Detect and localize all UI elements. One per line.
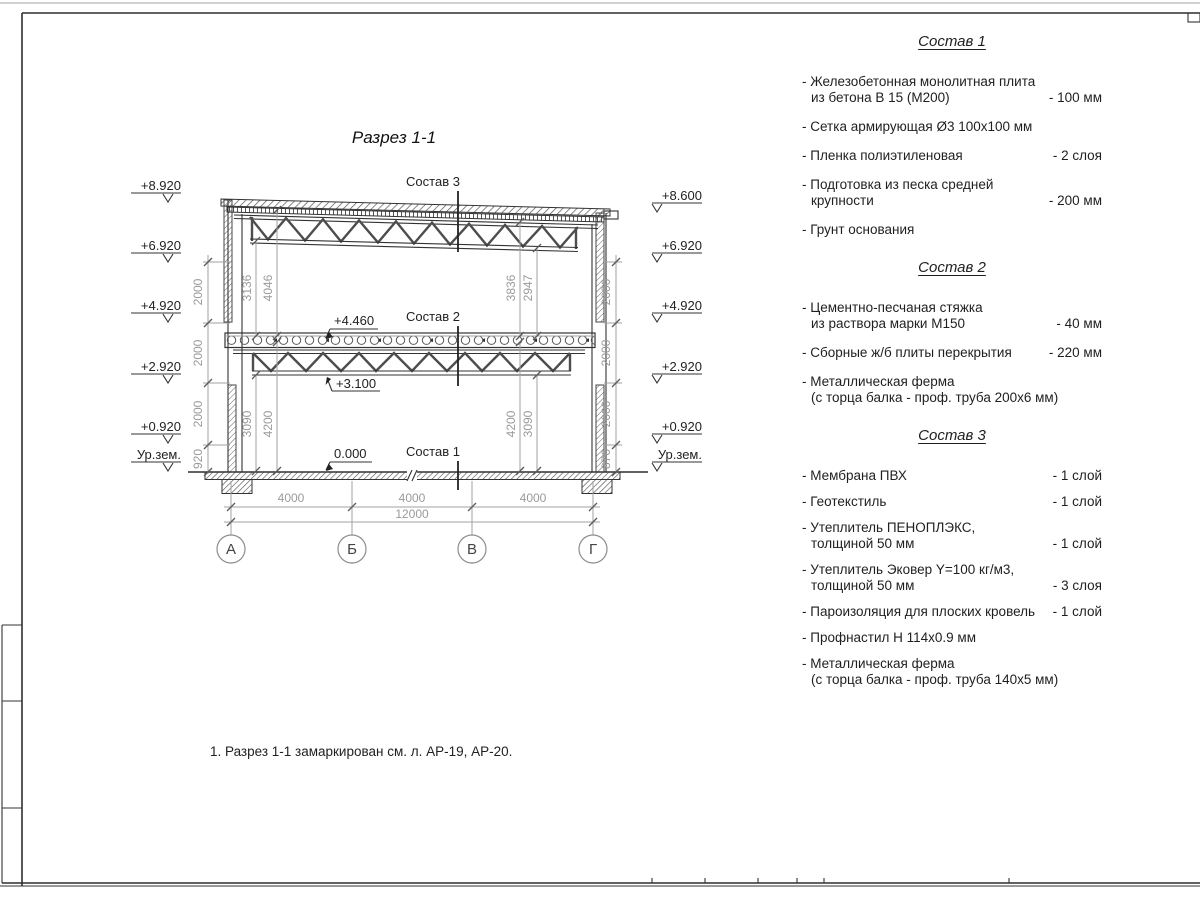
level-label: 0.000 <box>334 446 367 461</box>
elevation-label: +6.920 <box>140 238 181 253</box>
item-label: крупности <box>811 193 874 208</box>
floor-truss <box>233 350 585 375</box>
list-item <box>802 300 1102 332</box>
item-value: - 3 слоя <box>1052 578 1102 593</box>
dim-label: 2000 <box>191 339 205 367</box>
item-value: - 2 слоя <box>1052 148 1102 163</box>
dim-label: 4000 <box>277 491 305 505</box>
item-label: из раствора марки М150 <box>811 316 965 331</box>
drawing-title: Разрез 1-1 <box>351 128 437 147</box>
dim-label: 2000 <box>599 400 613 428</box>
dim-label: 4046 <box>261 274 275 302</box>
composition-header: Состав 1 <box>918 33 986 50</box>
elevation-marks-right <box>652 188 702 471</box>
item-label: - Металлическая ферма <box>802 374 955 389</box>
list-item <box>802 630 1102 646</box>
axis-label: Б <box>347 541 357 558</box>
composition-list-2 <box>802 260 1102 419</box>
dim-label: 870 <box>599 448 613 470</box>
dim-label: 3090 <box>240 410 254 438</box>
margin-boxes <box>2 625 22 883</box>
elevation-label: Ур.зем. <box>657 447 702 462</box>
item-value: - 1 слой <box>1052 536 1102 551</box>
dim-label: 2000 <box>191 400 205 428</box>
drawing-note: 1. Разрез 1-1 замаркирован см. л. АР-19, АР-20. <box>210 744 513 759</box>
dim-label: 3136 <box>240 274 254 302</box>
list-item <box>802 656 1102 688</box>
axis-bubble-v <box>458 535 486 563</box>
list-item <box>802 468 1102 484</box>
composition-header: Состав 3 <box>918 427 986 444</box>
item-label: - Грунт основания <box>802 222 915 237</box>
dim-label: 2000 <box>191 278 205 306</box>
item-label: - Металлическая ферма <box>802 656 955 671</box>
item-label: - Утеплитель ПЕНОПЛЭКС, <box>802 520 976 535</box>
item-label: - Утеплитель Эковер Y=100 кг/м3, <box>802 562 1015 577</box>
roof-truss <box>250 217 578 252</box>
list-item <box>802 74 1102 106</box>
item-label: - Профнастил Н 114х0.9 мм <box>802 630 976 645</box>
level-label: +3.100 <box>336 376 377 391</box>
dim-label: 4200 <box>261 410 275 438</box>
level-label: +4.460 <box>334 313 375 328</box>
item-value: - 1 слой <box>1052 468 1102 483</box>
item-value: - 220 мм <box>1048 345 1102 360</box>
item-label: - Мембрана ПВХ <box>802 468 907 483</box>
dim-label: 12000 <box>395 507 429 521</box>
item-label: - Цементно-песчаная стяжка <box>802 300 983 315</box>
elevation-label: +2.920 <box>661 359 702 374</box>
list-item <box>802 148 1102 164</box>
item-value: - 1 слой <box>1052 494 1102 509</box>
hdim-bottom <box>224 481 600 535</box>
axis-bubbles <box>217 535 607 563</box>
composition-list-3 <box>802 428 1102 698</box>
elevation-label: +8.920 <box>140 178 181 193</box>
elevation-label: Ур.зем. <box>136 447 181 462</box>
item-label: - Железобетонная монолитная плита <box>802 74 1036 89</box>
callout-label: Состав 1 <box>406 444 460 459</box>
list-item <box>802 345 1102 361</box>
list-item <box>802 119 1102 135</box>
item-label: - Пленка полиэтиленовая <box>802 148 963 163</box>
item-label: - Подготовка из песка средней <box>802 177 994 192</box>
elevation-label: +4.920 <box>140 298 181 313</box>
composition-list-1 <box>802 34 1102 251</box>
axis-bubble-g <box>579 535 607 563</box>
dim-label: 3090 <box>521 410 535 438</box>
level-zero <box>326 446 372 471</box>
dim-label: 4000 <box>398 491 426 505</box>
elevation-label: +0.920 <box>140 419 181 434</box>
elevation-marks-left <box>131 178 181 471</box>
list-item <box>802 374 1102 406</box>
axis-label: В <box>466 541 478 558</box>
item-label: толщиной 50 мм <box>811 578 915 593</box>
item-label: толщиной 50 мм <box>811 536 915 551</box>
item-value: - 100 мм <box>1048 90 1102 105</box>
axis-label: Г <box>588 541 598 558</box>
item-value: - 200 мм <box>1048 193 1102 208</box>
list-item <box>802 562 1102 594</box>
axis-label: А <box>225 541 237 558</box>
list-item <box>802 177 1102 209</box>
elevation-label: +0.920 <box>661 419 702 434</box>
list-item <box>802 520 1102 552</box>
item-value: - 40 мм <box>1056 316 1102 331</box>
composition-header: Состав 2 <box>918 259 986 276</box>
ground-assembly <box>188 470 648 494</box>
list-item <box>802 604 1102 620</box>
item-label: - Пароизоляция для плоских кровель <box>802 604 1036 619</box>
item-label: - Сборные ж/б плиты перекрытия <box>802 345 1012 360</box>
dim-label: 2000 <box>599 339 613 367</box>
callout-label: Состав 3 <box>406 174 460 189</box>
list-item <box>802 222 1102 238</box>
level-truss-bottom <box>326 376 381 391</box>
elevation-label: +8.600 <box>661 188 702 203</box>
dim-label: 920 <box>191 448 205 470</box>
item-label: - Сетка армирующая Ø3 100х100 мм <box>802 119 1033 134</box>
dim-label: 2947 <box>521 274 535 302</box>
elevation-label: +2.920 <box>140 359 181 374</box>
elevation-label: +4.920 <box>661 298 702 313</box>
callout-label: Состав 2 <box>406 309 460 324</box>
list-item <box>802 494 1102 510</box>
item-label: (с торца балка - проф. труба 200х6 мм) <box>811 390 1059 405</box>
dim-label: 2000 <box>599 278 613 306</box>
item-label: (с торца балка - проф. труба 140х5 мм) <box>811 672 1059 687</box>
item-label: из бетона В 15 (М200) <box>811 90 950 105</box>
axis-bubble-a <box>217 535 245 563</box>
axis-bubble-b <box>338 535 366 563</box>
dim-label: 4000 <box>519 491 547 505</box>
item-value: - 1 слой <box>1052 604 1102 619</box>
dim-label: 4200 <box>504 410 518 438</box>
elevation-label: +6.920 <box>661 238 702 253</box>
callout-sostav-1 <box>406 444 460 490</box>
dim-label: 3836 <box>504 274 518 302</box>
item-label: - Геотекстиль <box>802 494 887 509</box>
